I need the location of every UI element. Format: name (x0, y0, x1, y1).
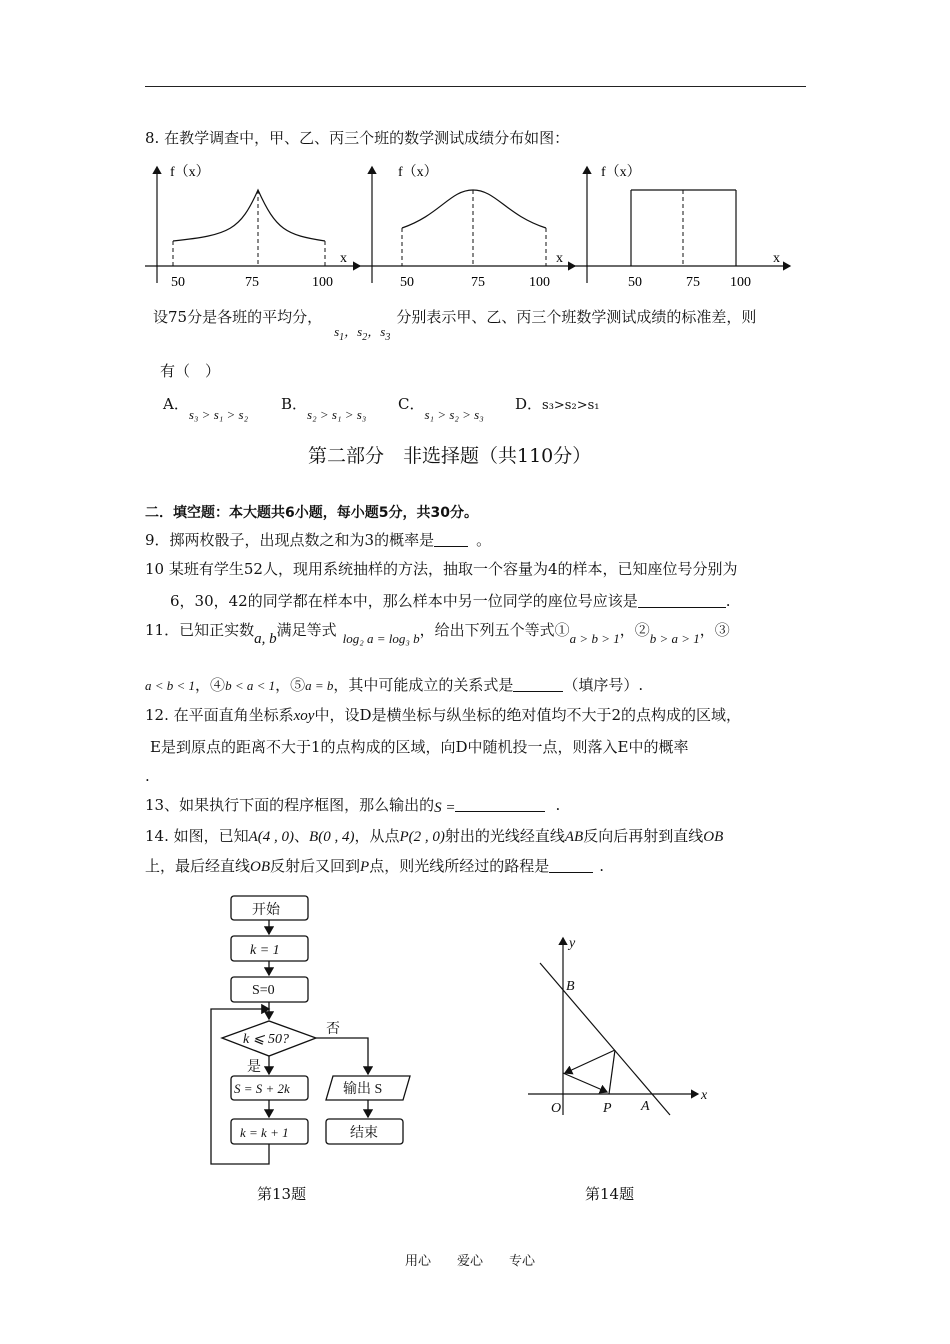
graph1-xlabel: x (340, 251, 347, 266)
q14-line2: 上，最后经直线OB反射后又回到P点，则光线所经过的路程是 . (145, 857, 604, 875)
q10-answer-blank[interactable] (638, 593, 726, 608)
q12-line1: 12. 在平面直角坐标系xoy中，设D是横坐标与纵坐标的绝对值均不大于2的点构成的区域， (145, 706, 742, 724)
flow-update-k: k = k + 1 (240, 1125, 289, 1140)
graph1-ylabel: f（x） (170, 165, 210, 180)
q8-option-d[interactable]: D．s₃>s₂>s₁ (515, 395, 600, 413)
fig14-point-p: P (603, 1101, 612, 1116)
q8-stem: 8. 在教学调查中，甲、乙、丙三个班的数学测试成绩分布如图： (145, 129, 570, 147)
q8-line2: 有（ ） (160, 362, 221, 380)
q10-line1: 10 某班有学生52人，现用系统抽样的方法，抽取一个容量为4的样本，已知座位号分别为 (145, 560, 738, 578)
fig14-point-a: A (641, 1099, 650, 1114)
flow-condition: k ⩽ 50? (243, 1032, 289, 1047)
graph3-tick-100: 100 (730, 275, 751, 290)
q12-line3: . (145, 767, 150, 785)
graph3-xlabel: x (773, 251, 780, 266)
flow-output: 输出 S (343, 1082, 383, 1097)
q11-answer-blank[interactable] (513, 677, 563, 692)
q11-line1: 11．已知正实数a, b满足等式 log₂ a = log₃ b，给出下列五个等式①a > b > 1，②b > a > 1，③ (145, 621, 730, 647)
graph1-tick-75: 75 (245, 275, 259, 290)
flowchart-figure (200, 888, 430, 1173)
graph-1 (145, 164, 360, 290)
section-heading: 二．填空题：本大题共6小题，每小题5分，共30分。 (145, 505, 478, 521)
fig14-point-o: O (551, 1101, 562, 1116)
graph1-tick-50: 50 (171, 275, 185, 290)
graph2-tick-75: 75 (471, 275, 485, 290)
graph-2 (355, 164, 575, 290)
q8-line1 (153, 306, 757, 343)
graph3-tick-50: 50 (628, 275, 642, 290)
fig14-y-label: y (569, 936, 576, 951)
q9-answer-blank[interactable] (434, 532, 468, 547)
graph1-tick-100: 100 (312, 275, 333, 290)
q8-option-b[interactable]: B．s₂ > s₁ > s₃ (281, 395, 367, 422)
fig14-x-label: x (701, 1088, 708, 1103)
q8-option-a[interactable]: A．s₃ > s₁ > s₂ (163, 395, 249, 422)
caption-13: 第13题 (257, 1185, 307, 1203)
q12-line2: E是到原点的距离不大于1的点构成的区域，向D中随机投一点，则落入E中的概率 (150, 738, 689, 756)
q8-line1-a: 设75分是各班的平均分， (153, 308, 323, 326)
q13-answer-blank[interactable] (455, 797, 545, 812)
q9: 9．掷两枚骰子，出现点数之和为3的概率是 。 (145, 531, 492, 549)
q8-line1-b: 分别表示甲、乙、丙三个班数学测试成绩的标准差，则 (396, 308, 757, 326)
q11-line2: a < b < 1，④b < a < 1，⑤a = b，其中可能成立的关系式是 （填序号）. (145, 676, 644, 694)
graph2-tick-100: 100 (529, 275, 550, 290)
graph-3 (570, 164, 790, 290)
flow-yes: 是 (247, 1060, 261, 1075)
flow-init-s: S=0 (252, 983, 275, 998)
s1-symbol: $s_1$，$s_2$，$s_3$ (334, 324, 391, 343)
caption-14: 第14题 (585, 1185, 635, 1203)
q14-line1: 14. 如图，已知A(4 , 0)、B(0 , 4)，从点P(2 , 0)射出的光线经直线AB反向后再射到直线OB (145, 827, 724, 845)
q14-answer-blank[interactable] (549, 858, 593, 873)
footer: 用心 爱心 专心 (405, 1254, 536, 1269)
flow-end: 结束 (350, 1126, 378, 1141)
graph2-tick-50: 50 (400, 275, 414, 290)
graph2-ylabel: f（x） (398, 165, 438, 180)
flow-init-k: k = 1 (250, 943, 280, 958)
flow-update-s: S = S + 2k (234, 1081, 290, 1096)
fig14-point-b: B (566, 979, 575, 994)
q13: 13、如果执行下面的程序框图，那么输出的S = . (145, 796, 561, 816)
graph3-ylabel: f（x） (601, 165, 641, 180)
header-rule (145, 86, 806, 87)
graph2-xlabel: x (556, 251, 563, 266)
flow-no: 否 (326, 1022, 340, 1037)
figure-14 (520, 930, 720, 1125)
flow-start: 开始 (252, 903, 280, 918)
q8-distribution-graphs (140, 155, 800, 295)
q10-line2: 6，30，42的同学都在样本中，那么样本中另一位同学的座位号应该是 . (170, 592, 731, 610)
part2-title: 第二部分 非选择题（共110分） (308, 445, 592, 467)
q8-option-c[interactable]: C．s₁ > s₂ > s₃ (398, 395, 484, 422)
graph3-tick-75: 75 (686, 275, 700, 290)
